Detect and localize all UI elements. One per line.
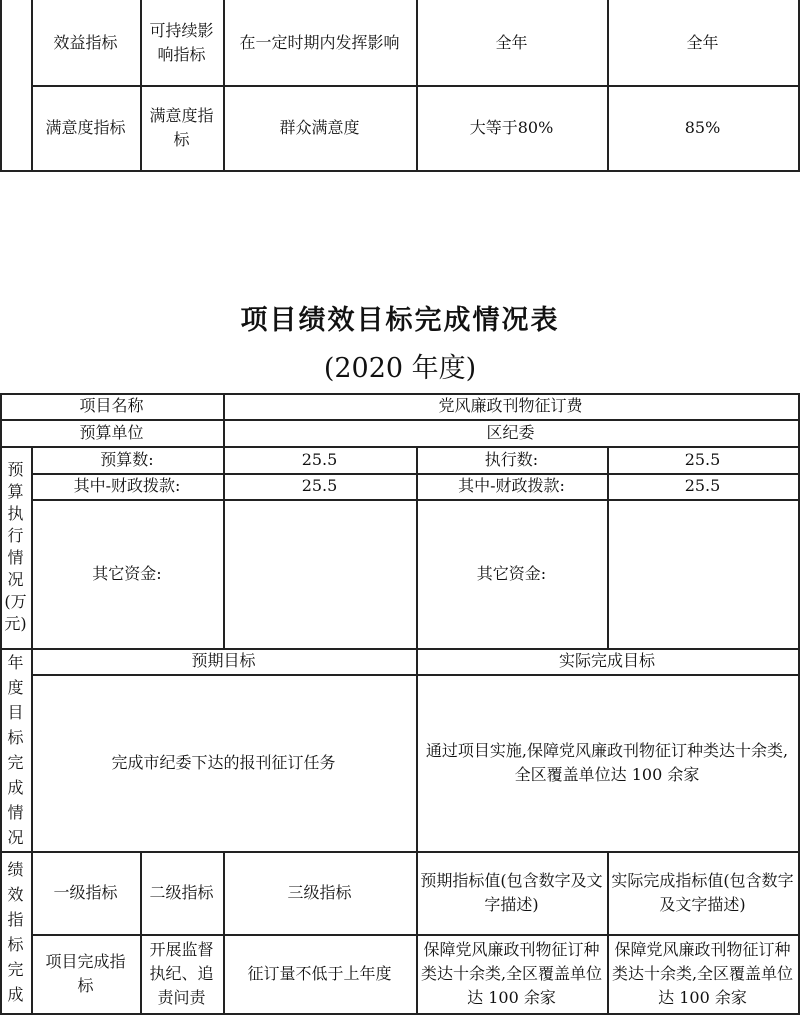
- header-actual-value: 实际完成指标值(包含数字及文字描述): [611, 870, 794, 914]
- header-level3: 三级指标: [287, 882, 352, 902]
- header-expected-value: 预期指标值(包含数字及文字描述): [420, 870, 603, 914]
- fiscal-value-exec: 25.5: [684, 476, 721, 495]
- document-year: (2020 年度): [323, 353, 477, 384]
- other-funds-label-budget: 其它资金:: [92, 563, 162, 583]
- header-level1: 一级指标: [53, 882, 118, 902]
- top-row1-level3: 在一定时期内发挥影响: [239, 32, 400, 52]
- actual-goal-text: 通过项目实施,保障党风廉政刊物征订种类达十余类,全区覆盖单位达 100 余家: [425, 740, 789, 784]
- perf-section-label: 绩效指标完成: [7, 860, 24, 1004]
- budget-unit-label: 预算单位: [79, 422, 144, 442]
- budget-value: 25.5: [301, 449, 338, 469]
- header-level2: 二级指标: [149, 882, 214, 902]
- row-level2: 开展监督执纪、追责问责: [149, 939, 214, 1007]
- top-row1-level1: 效益指标: [53, 32, 118, 52]
- exec-label: 执行数:: [484, 449, 539, 469]
- top-row1-actual: 全年: [686, 32, 719, 52]
- top-row2-level2: 满意度指标: [149, 105, 214, 149]
- top-row2-level3: 群众满意度: [279, 117, 360, 137]
- project-name-value: 党风廉政刊物征订费: [438, 396, 583, 415]
- budget-unit-value: 区纪委: [486, 422, 535, 442]
- row-expected-value: 保障党风廉政刊物征订种类达十余类,全区覆盖单位达 100 余家: [420, 939, 603, 1007]
- exec-value: 25.5: [684, 449, 721, 469]
- row-level1: 项目完成指标: [45, 951, 126, 995]
- expected-goal-text: 完成市纪委下达的报刊征订任务: [111, 752, 336, 772]
- actual-goal-label: 实际完成目标: [558, 651, 655, 670]
- row-actual-value: 保障党风廉政刊物征订种类达十余类,全区覆盖单位达 100 余家: [611, 939, 794, 1007]
- other-funds-label-exec: 其它资金:: [476, 563, 547, 583]
- top-row2-actual: 85%: [684, 117, 721, 137]
- document-title: 项目绩效目标完成情况表: [240, 305, 560, 336]
- fiscal-label-exec: 其中-财政拨款:: [458, 476, 565, 495]
- project-name-label: 项目名称: [79, 396, 144, 415]
- row-level3: 征订量不低于上年度: [247, 963, 392, 983]
- top-row2-target: 大等于80%: [469, 117, 554, 137]
- top-row2-level1: 满意度指标: [45, 117, 126, 137]
- goal-section-label: 年度目标完成情况: [7, 652, 24, 847]
- budget-section-label: 预算执行情况(万元): [4, 460, 27, 633]
- expected-goal-label: 预期目标: [191, 651, 256, 670]
- fiscal-label-budget: 其中-财政拨款:: [73, 476, 181, 495]
- budget-label: 预算数:: [100, 449, 154, 469]
- top-row1-target: 全年: [495, 32, 528, 52]
- fiscal-value-budget: 25.5: [301, 476, 338, 495]
- top-row1-level2: 可持续影响指标: [149, 20, 214, 64]
